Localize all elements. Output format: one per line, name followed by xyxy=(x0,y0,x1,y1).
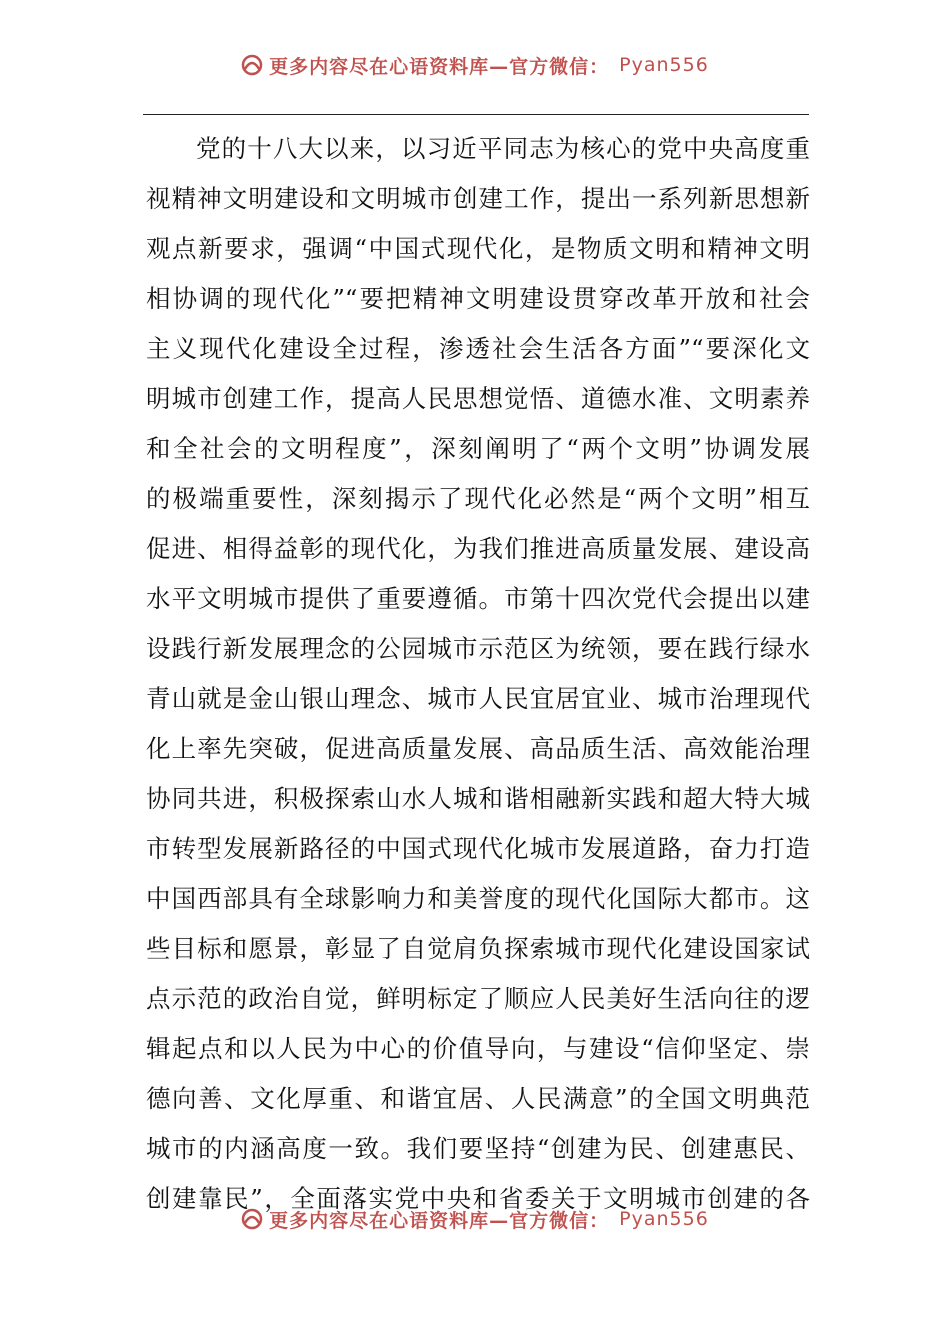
text-line: 主义现代化建设全过程，渗透社会生活各方面”“要深化文 xyxy=(146,334,810,363)
text-line: 促进、相得益彰的现代化，为我们推进高质量发展、建设高 xyxy=(146,534,810,563)
watermark-text: 更多内容尽在心语资料库—官方微信： xyxy=(269,1209,610,1232)
text-line: 市转型发展新路径的中国式现代化城市发展道路，奋力打造 xyxy=(146,834,810,863)
brand-logo-icon xyxy=(241,1208,263,1230)
watermark-footer xyxy=(0,1206,950,1232)
text-line: 相协调的现代化”“要把精神文明建设贯穿改革开放和社会 xyxy=(146,284,810,313)
text-line: 些目标和愿景，彰显了自觉肩负探索城市现代化建设国家试 xyxy=(146,934,810,963)
text-line: 创建靠民”，全面落实党中央和省委关于文明城市创建的各 xyxy=(146,1184,810,1213)
text-line: 协同共进，积极探索山水人城和谐相融新实践和超大特大城 xyxy=(146,784,810,813)
text-line: 设践行新发展理念的公园城市示范区为统领，要在践行绿水 xyxy=(146,634,810,663)
text-line: 观点新要求，强调“中国式现代化，是物质文明和精神文明 xyxy=(146,234,810,263)
text-line: 化上率先突破，促进高质量发展、高品质生活、高效能治理 xyxy=(146,734,810,763)
text-line: 中国西部具有全球影响力和美誉度的现代化国际大都市。这 xyxy=(146,884,810,913)
text-line: 的极端重要性，深刻揭示了现代化必然是“两个文明”相互 xyxy=(146,484,810,513)
text-line: 和全社会的文明程度”，深刻阐明了“两个文明”协调发展 xyxy=(146,434,810,463)
brand-logo-icon xyxy=(241,54,263,76)
text-line: 城市的内涵高度一致。我们要坚持“创建为民、创建惠民、 xyxy=(146,1134,810,1163)
header-divider xyxy=(143,114,809,115)
watermark-header xyxy=(0,50,950,80)
watermark-id: Pyan556 xyxy=(619,54,709,76)
text-line: 青山就是金山银山理念、城市人民宜居宜业、城市治理现代 xyxy=(146,684,810,713)
watermark-id: Pyan556 xyxy=(619,1208,709,1230)
text-line: 辑起点和以人民为中心的价值导向，与建设“信仰坚定、崇 xyxy=(146,1034,810,1063)
text-line: 视精神文明建设和文明城市创建工作，提出一系列新思想新 xyxy=(146,184,810,213)
text-line: 明城市创建工作，提高人民思想觉悟、道德水准、文明素养 xyxy=(146,384,810,413)
text-line: 水平文明城市提供了重要遵循。市第十四次党代会提出以建 xyxy=(146,584,810,613)
text-line: 点示范的政治自觉，鲜明标定了顺应人民美好生活向往的逻 xyxy=(146,984,810,1013)
document-body xyxy=(146,124,810,1214)
text-line: 党的十八大以来，以习近平同志为核心的党中央高度重 xyxy=(196,134,810,163)
watermark-text: 更多内容尽在心语资料库—官方微信： xyxy=(269,55,610,78)
text-line: 德向善、文化厚重、和谐宜居、人民满意”的全国文明典范 xyxy=(146,1084,810,1113)
